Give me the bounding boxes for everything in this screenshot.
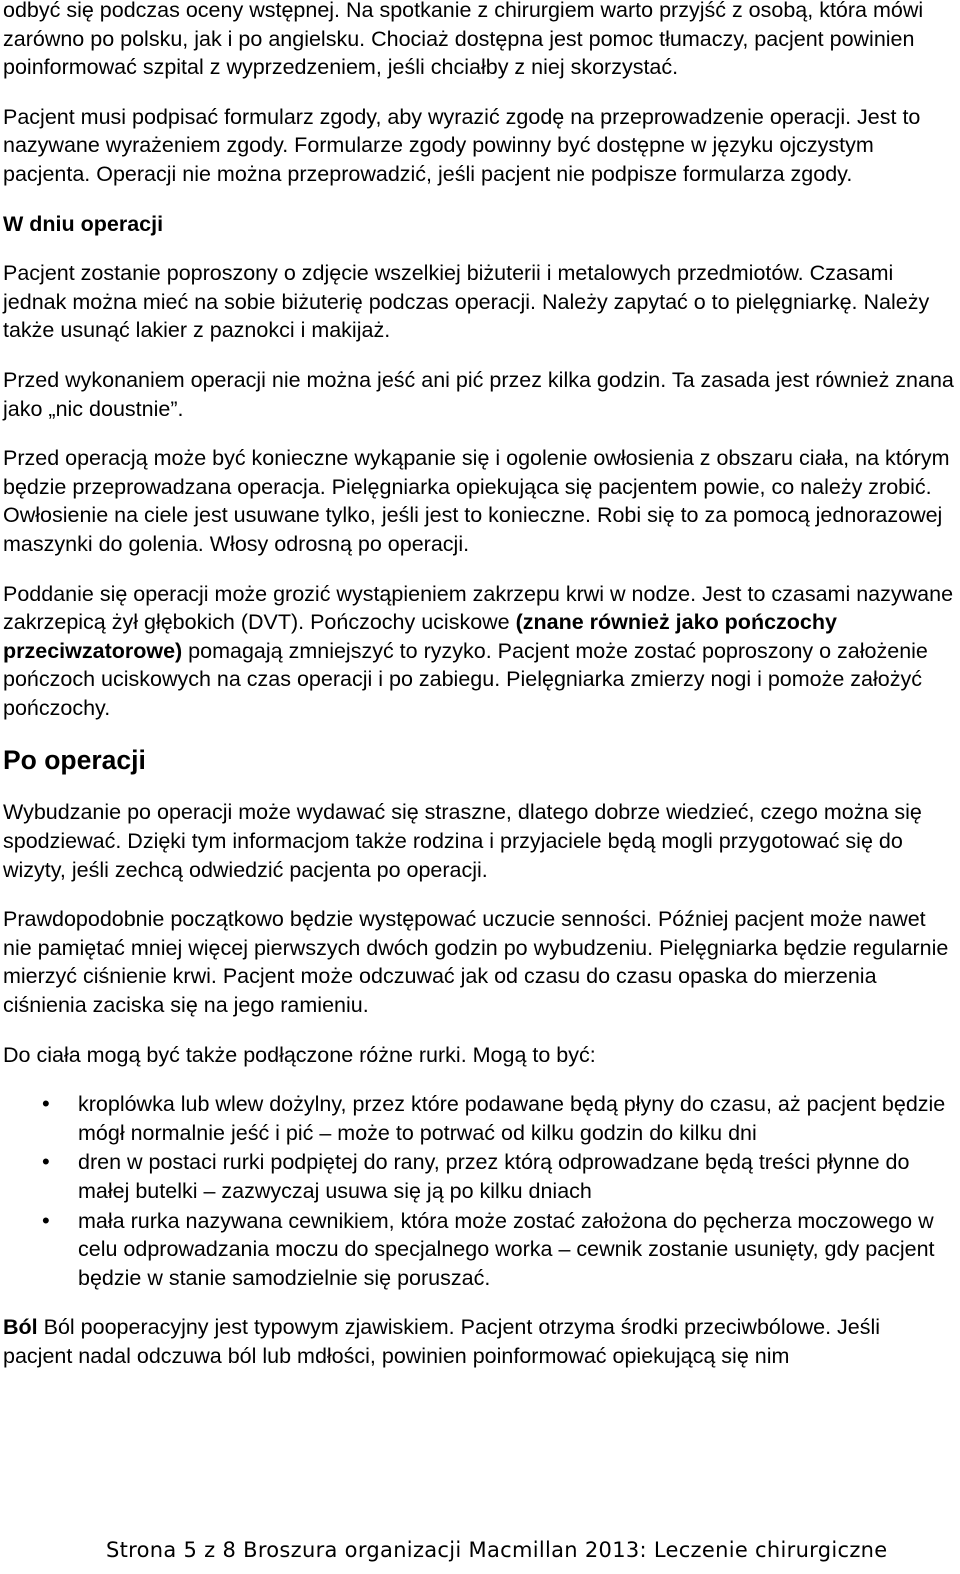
bullet-icon: • [42,1091,50,1117]
list-item [3,1148,955,1205]
day-of-operation-heading: W dniu operacji [3,211,164,236]
jewellery-paragraph: Pacjent zostanie poproszony o zdjęcie wszelkiej biżuterii i metalowych przedmiotów. Czasami jednak można mieć na sobie biżuterię podczas operacji. Należy zapytać o to pielęgniarkę. Należy także usunąć lakier z paznokci i makijaż. [3,261,930,343]
dvt-paragraph [3,580,955,723]
pain-label: Ból [3,1315,38,1340]
list-item-text: mała rurka nazywana cewnikiem, która może zostać założona do pęcherza moczowego w celu odprowadzania moczu do specjalnego worka – cewnik zostanie usunięty, gdy pacjent będzie w stanie samodzielnie się poruszać. [78,1208,935,1290]
bathing-paragraph: Przed operacją może być konieczne wykąpanie się i ogolenie owłosienia z obszaru ciała, na którym będzie przeprowadzana operacja. Pielęgniarka opiekująca się pacjentem powie, co należy zrobić. Owłosienie na ciele jest usuwane tylko, jeśli jest to konieczne. Robi się to za pomocą jednorazowej maszynki do golenia. Włosy odrosną po operacji. [3,446,950,556]
dvt-text-2: pomagają zmniejszyć to ryzyko. Pacjent może zostać poproszony o założenie pończoch uciskowych na czas operacji i po zabiegu. Pielęgniarka zmierzy nogi i pomoże założyć pończochy. [3,638,928,720]
tubes-list [3,1090,955,1292]
list-item [3,1207,955,1293]
list-item-text: dren w postaci rurki podpiętej do rany, przez którą odprowadzane będą treści płynne do małej butelki – zazwyczaj usuwa się ją po kilku dniach [78,1150,910,1203]
consent-paragraph: Pacjent musi podpisać formularz zgody, aby wyrazić zgodę na przeprowadzenie operacji. Jest to nazywane wyrażeniem zgody. Formularze zgody powinny być dostępne w języku ojczystym pacjenta. Operacji nie można przeprowadzić, jeśli pacjent nie podpisze formularza zgody. [3,104,921,186]
pain-text: Ból pooperacyjny jest typowym zjawiskiem. Pacjent otrzyma środki przeciwbólowe. Jeśli pacjent nadal odczuwa ból lub mdłości, powinien poinformować opiekującą się nim [3,1315,881,1368]
dvt-text-1: Poddanie się operacji może grozić wystąpieniem zakrzepu krwi w nodze. Jest to czasami nazywane zakrzepicą żył głębokich (DVT). Pończochy uciskowe [3,581,954,635]
fasting-paragraph: Przed wykonaniem operacji nie można jeść ani pić przez kilka godzin. Ta zasada jest również znana jako „nic doustnie”. [3,367,954,421]
bullet-icon: • [42,1207,50,1233]
waking-paragraph: Wybudzanie po operacji może wydawać się straszne, dlatego dobrze wiedzieć, czego można się spodziewać. Dzięki tym informacjom także rodzina i przyjaciele będą mogli przygotować się do wizyty, jeśli zechcą odwiedzić pacjenta po operacji. [3,800,922,882]
page-footer: Strona 5 z 8 Broszura organizacji Macmillan 2013: Leczenie chirurgiczne [106,1538,888,1562]
drowsy-paragraph: Prawdopodobnie początkowo będzie występować uczucie senności. Później pacjent może nawet nie pamiętać mniej więcej pierwszych dwóch godzin po wybudzeniu. Pielęgniarka będzie regularnie mierzyć ciśnienie krwi. Pacjent może odczuwać jak od czasu do czasu opaska do mierzenia ciśnienia zaciska się na jego ramieniu. [3,907,949,1018]
dvt-bold-text: (znane również jako pończochy przeciwzatorowe) [3,610,837,663]
list-item-text: kroplówka lub wlew dożylny, przez które podawane będą płyny do czasu, aż pacjent będzie mógł normalnie jeść i pić – może to potrwać od kilku godzin do kilku dni [78,1092,946,1145]
intro-paragraph: odbyć się podczas oceny wstępnej. Na spotkanie z chirurgiem warto przyjść z osobą, która mówi zarówno po polsku, jak i po angielsku. Chociaż dostępna jest pomoc tłumaczy, pacjent powinien poinformować szpital z wyprzedzeniem, jeśli chciałby z niej skorzystać. [3,0,924,80]
document-page [3,0,955,1371]
after-operation-heading: Po operacji [3,745,146,776]
tubes-intro-paragraph: Do ciała mogą być także podłączone różne rurki. Mogą to być: [3,1042,596,1067]
list-item [3,1090,955,1147]
bullet-icon: • [42,1149,50,1175]
pain-paragraph [3,1313,955,1370]
